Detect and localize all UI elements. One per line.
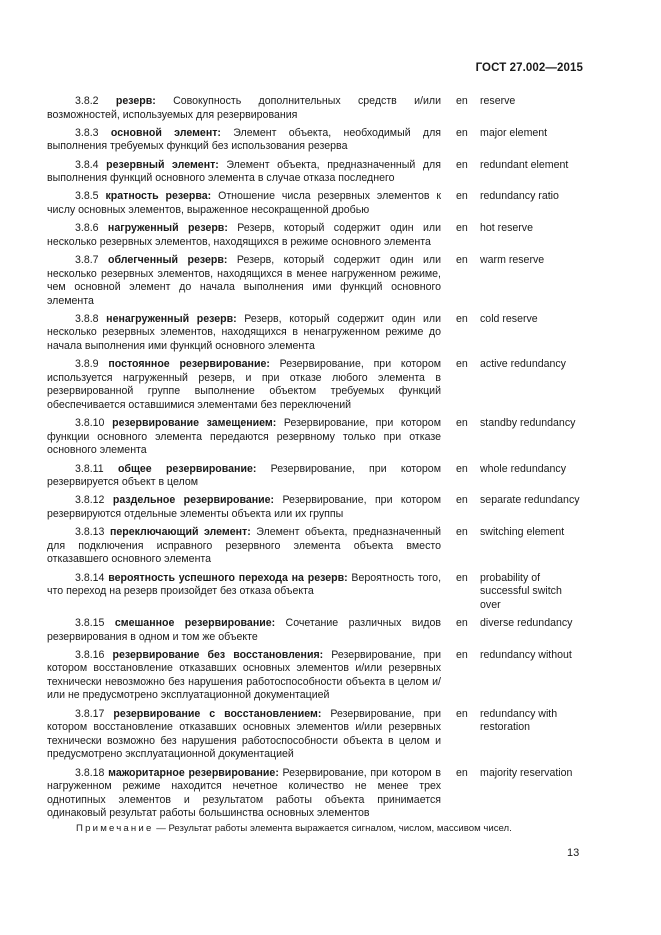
term-entry: [47, 767, 587, 821]
term-definition-block: [47, 127, 441, 154]
language-code: en: [456, 190, 468, 203]
language-code: en: [456, 95, 468, 107]
english-equivalent: active redundancy: [480, 358, 566, 371]
term-name: облегченный резерв:: [108, 253, 228, 266]
term-entry: [47, 617, 587, 644]
term-number: 3.8.8: [75, 312, 99, 325]
language-code: en: [456, 494, 468, 507]
english-equivalent: probability of successful switch over: [480, 571, 562, 611]
language-code: en: [456, 766, 468, 779]
term-name: резервирование замещением:: [112, 417, 277, 430]
term-entry: [47, 649, 587, 703]
language-code: en: [456, 616, 468, 629]
english-equivalent: cold reserve: [480, 312, 538, 325]
term-definition-block: [47, 222, 441, 249]
english-equivalent: major element: [480, 126, 548, 139]
english-equivalent: warm reserve: [480, 253, 545, 266]
term-entry: [47, 254, 587, 308]
language-code: en: [456, 312, 468, 325]
language-code: en: [456, 462, 468, 475]
term-definition: Резервирование, при котором восстановление отказавших основных элементов и/или резервных технически возможно без нарушения работоспособности объекта в целом и предусмотрено эксплуатационной документацией: [47, 707, 441, 761]
term-definition-block: [47, 767, 441, 821]
term-definition: Резервирование, при котором резервируются отдельные элементы объекта или их группы: [47, 494, 441, 520]
term-number: 3.8.13: [75, 526, 105, 539]
term-name: резерв:: [115, 95, 156, 107]
term-entry: [47, 463, 587, 490]
term-definition: Резерв, который содержит один или несколько резервных элементов, находящихся в ненагруженном режиме до начала выполнения ими функций основного элемента: [47, 312, 441, 353]
note-label: Примечание: [76, 823, 154, 834]
english-equivalent: redundancy ratio: [480, 190, 559, 203]
term-definition: Элемент объекта, предназначенный для выполнения функций основного элемента в случае отказа последнего: [47, 158, 441, 185]
english-equivalent: redundant element: [480, 158, 569, 171]
term-definition: Сочетание различных видов резервирования в одном и том же объекте: [47, 616, 441, 643]
term-definition-block: [47, 95, 441, 122]
term-definition: Элемент объекта, необходимый для выполнения требуемых функций без использования резерва: [47, 126, 442, 153]
english-equivalent: hot reserve: [480, 222, 533, 235]
term-entry: [47, 159, 587, 186]
term-definition-block: [47, 572, 441, 599]
language-code: en: [456, 571, 468, 584]
term-definition-block: [47, 494, 441, 521]
term-entry: [47, 708, 587, 762]
term-number: 3.8.11: [75, 462, 104, 475]
english-equivalent: reserve: [480, 95, 516, 107]
english-equivalent: switching element: [480, 526, 565, 539]
term-number: 3.8.15: [75, 616, 105, 629]
english-equivalent: diverse redundancy: [480, 616, 573, 629]
term-name: резервный элемент:: [106, 158, 219, 171]
term-definition: Резервирование, при котором восстановление отказавших основных элементов и/или резервных технически невозможно без нарушения работоспособности объекта в целом и/или не предусмотрено эксплуатационной документацией: [47, 648, 441, 702]
term-name: ненагруженный резерв:: [106, 312, 237, 325]
term-number: 3.8.10: [75, 417, 105, 430]
term-definition: Элемент объекта, предназначенный для подключения исправного резервного элемента объекта вместо отказавшего основного элемента: [47, 526, 441, 566]
english-equivalent: separate redundancy: [480, 494, 580, 507]
term-entry: [47, 95, 587, 122]
term-entry: [47, 358, 587, 412]
term-definition-block: [47, 358, 441, 412]
term-definition: Вероятность того, что переход на резерв произойдет без отказа объекта: [47, 571, 442, 598]
term-name: мажоритарное резервирование:: [108, 766, 279, 779]
page-number: 13: [567, 847, 580, 859]
term-definition-block: [47, 159, 441, 186]
term-entry: [47, 313, 587, 354]
english-equivalent: redundancy without: [480, 648, 572, 661]
term-definition: Резервирование, при котором функции основного элемента передаются резервному только при отказе основного элемента: [47, 417, 441, 457]
language-code: en: [456, 358, 468, 371]
term-definition: Резервирование, при котором резервируется объект в целом: [47, 462, 441, 489]
term-name: переключающий элемент:: [109, 526, 251, 539]
term-number: 3.8.14: [75, 571, 105, 584]
term-name: основной элемент:: [110, 126, 221, 139]
term-definition-block: [47, 617, 441, 644]
note: [76, 823, 512, 835]
term-entry: [47, 417, 587, 458]
term-definition-block: [47, 649, 441, 703]
term-entry: [47, 572, 587, 613]
document-header: ГОСТ 27.002—2015: [475, 62, 583, 74]
term-number: 3.8.6: [75, 222, 99, 235]
term-name: кратность резерва:: [105, 190, 212, 203]
term-number: 3.8.16: [75, 648, 105, 661]
term-name: вероятность успешного перехода на резерв:: [108, 571, 348, 584]
language-code: en: [456, 222, 468, 235]
note-text: — Результат работы элемента выражается сигналом, числом, массивом чисел.: [153, 823, 512, 834]
term-number: 3.8.4: [75, 158, 99, 171]
language-code: en: [456, 158, 468, 171]
term-definition: Совокупность дополнительных средств и/или возможностей, используемых для резервирования: [47, 95, 441, 121]
language-code: en: [456, 707, 468, 720]
term-definition-block: [47, 708, 441, 762]
term-definition: Резерв, который содержит один или несколько резервных элементов, находящихся в менее нагруженном режиме, чем основной элемент до начала выполнения ими функций основного элемента: [47, 253, 441, 307]
term-number: 3.8.18: [75, 766, 105, 779]
english-equivalent: redundancy with restoration: [480, 707, 558, 734]
english-equivalent: majority reservation: [480, 766, 573, 779]
term-number: 3.8.7: [75, 253, 99, 266]
term-entry: [47, 494, 587, 521]
term-name: нагруженный резерв:: [107, 222, 228, 235]
term-name: резервирование без восстановления:: [112, 648, 324, 661]
term-entry: [47, 127, 587, 154]
term-entry: [47, 526, 587, 567]
language-code: en: [456, 126, 468, 139]
term-number: 3.8.2: [75, 95, 99, 107]
term-number: 3.8.12: [75, 494, 105, 507]
term-name: смешанное резервирование:: [114, 616, 276, 629]
term-definition-block: [47, 254, 441, 308]
english-equivalent: whole redundancy: [480, 462, 566, 475]
term-number: 3.8.9: [75, 358, 99, 371]
language-code: en: [456, 417, 468, 430]
term-definition-block: [47, 190, 441, 217]
term-number: 3.8.5: [75, 190, 99, 203]
language-code: en: [456, 648, 468, 661]
term-definition: Резервирование, при котором в нагруженном режиме находится нечетное количество не менее трех однотипных элементов и результатом работы объекта принимается одинаковый результат работы большинства основных элементов: [47, 766, 441, 820]
term-definition: Резервирование, при котором используется нагруженный резерв, и при отказе любого элемента в резервированной группе выполнение объектом требуемых функций обеспечивается оставшимися элементами без переключений: [47, 358, 441, 412]
term-name: общее резервирование:: [117, 462, 257, 475]
term-definition-block: [47, 526, 441, 567]
term-definition: Отношение числа резервных элементов к числу основных элементов, выраженное несокращенной дробью: [47, 190, 441, 216]
terms-list: [47, 95, 587, 826]
term-definition-block: [47, 313, 441, 354]
term-name: постоянное резервирование:: [108, 358, 270, 371]
term-entry: [47, 222, 587, 249]
term-entry: [47, 190, 587, 217]
term-name: резервирование с восстановлением:: [113, 707, 322, 720]
language-code: en: [456, 253, 468, 266]
term-number: 3.8.17: [75, 707, 105, 720]
term-definition: Резерв, который содержит один или несколько резервных элементов, находящихся в режиме основного элемента: [47, 222, 441, 248]
term-definition-block: [47, 417, 441, 458]
term-number: 3.8.3: [75, 126, 99, 139]
term-definition-block: [47, 463, 441, 490]
english-equivalent: standby redundancy: [480, 417, 576, 430]
term-name: раздельное резервирование:: [112, 494, 275, 507]
language-code: en: [456, 526, 468, 539]
